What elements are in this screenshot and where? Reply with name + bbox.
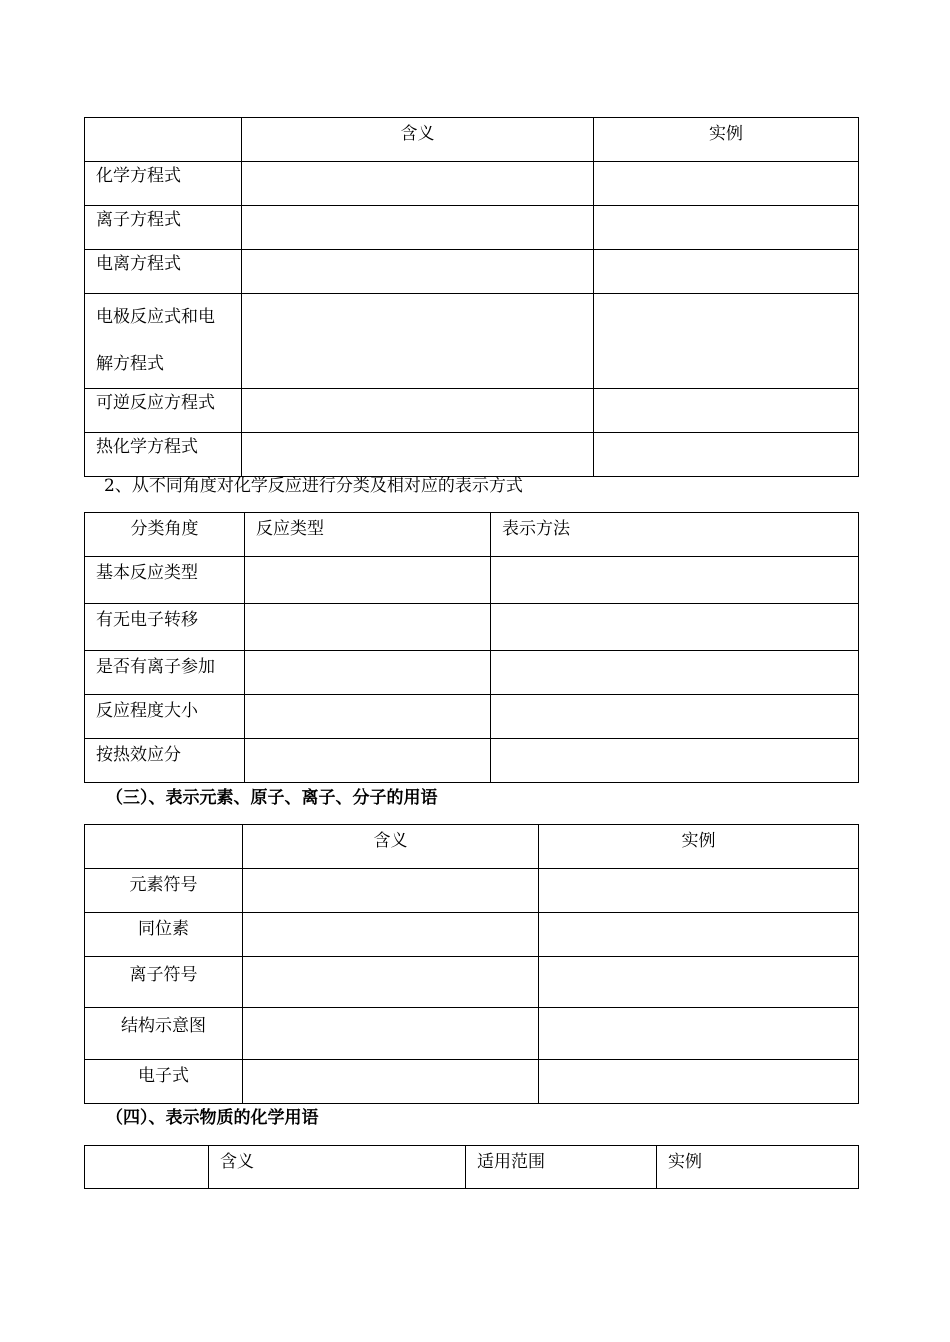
row-label: 离子符号 [85,957,243,1008]
input-cell[interactable] [491,604,859,651]
row-label: 离子方程式 [85,206,242,250]
input-cell[interactable] [594,389,859,433]
input-cell[interactable] [594,433,859,477]
header-cell-angle: 分类角度 [85,513,245,557]
input-cell[interactable] [245,557,491,604]
table-row [85,1060,859,1104]
reaction-classification-table [84,512,859,783]
table-row [85,957,859,1008]
input-cell[interactable] [243,869,539,913]
input-cell[interactable] [491,739,859,783]
table-row [85,206,859,250]
element-terms-table [84,824,859,1104]
table-row [85,739,859,783]
table-header-row [85,513,859,557]
table-row [85,433,859,477]
input-cell[interactable] [245,604,491,651]
row-label-line1: 电极反应式和电 [96,307,215,327]
input-cell[interactable] [594,162,859,206]
row-label-line2: 解方程式 [96,354,164,374]
input-cell[interactable] [242,294,594,389]
input-cell[interactable] [245,739,491,783]
input-cell[interactable] [594,250,859,294]
input-cell[interactable] [594,206,859,250]
header-cell-type: 反应类型 [245,513,491,557]
table-row [85,695,859,739]
row-label: 化学方程式 [85,162,242,206]
input-cell[interactable] [243,957,539,1008]
input-cell[interactable] [539,1008,859,1060]
row-label: 元素符号 [85,869,243,913]
table-row [85,162,859,206]
row-label: 电离方程式 [85,250,242,294]
header-cell-meaning: 含义 [242,118,594,162]
input-cell[interactable] [243,913,539,957]
row-label: 是否有离子参加 [85,651,245,695]
chemical-equation-table [84,117,859,477]
header-cell-method: 表示方法 [491,513,859,557]
input-cell[interactable] [242,389,594,433]
section-caption-3: （三）、表示元素、原子、离子、分子的用语 [106,788,438,808]
row-label: 电子式 [85,1060,243,1104]
input-cell[interactable] [245,695,491,739]
header-cell-example: 实例 [539,825,859,869]
input-cell[interactable] [242,433,594,477]
table-row [85,1008,859,1060]
input-cell[interactable] [491,557,859,604]
table-row [85,557,859,604]
table-row [85,604,859,651]
substance-terms-table [84,1145,859,1189]
table-row [85,869,859,913]
input-cell[interactable] [539,957,859,1008]
input-cell[interactable] [242,162,594,206]
input-cell[interactable] [539,1060,859,1104]
table-row [85,389,859,433]
table-row [85,294,859,389]
header-cell-empty [85,1146,209,1189]
input-cell[interactable] [243,1060,539,1104]
input-cell[interactable] [245,651,491,695]
row-label: 热化学方程式 [85,433,242,477]
table-row [85,651,859,695]
header-cell-empty [85,118,242,162]
input-cell[interactable] [243,1008,539,1060]
input-cell[interactable] [539,869,859,913]
row-label: 同位素 [85,913,243,957]
input-cell[interactable] [242,250,594,294]
table-row [85,250,859,294]
header-cell-example: 实例 [657,1146,859,1189]
section-caption-4: （四）、表示物质的化学用语 [106,1108,319,1128]
row-label: 结构示意图 [85,1008,243,1060]
table-header-row [85,118,859,162]
row-label-multiline [85,294,242,389]
header-cell-example: 实例 [594,118,859,162]
header-cell-meaning: 含义 [209,1146,466,1189]
table-header-row [85,825,859,869]
row-label: 有无电子转移 [85,604,245,651]
input-cell[interactable] [491,651,859,695]
input-cell[interactable] [539,913,859,957]
section-caption-2: 2、从不同角度对化学反应进行分类及相对应的表示方式 [104,476,523,496]
table-row [85,913,859,957]
header-cell-empty [85,825,243,869]
row-label: 基本反应类型 [85,557,245,604]
input-cell[interactable] [491,695,859,739]
input-cell[interactable] [242,206,594,250]
table-header-row [85,1146,859,1189]
row-label: 按热效应分 [85,739,245,783]
header-cell-meaning: 含义 [243,825,539,869]
input-cell[interactable] [594,294,859,389]
header-cell-scope: 适用范围 [466,1146,657,1189]
row-label: 可逆反应方程式 [85,389,242,433]
row-label: 反应程度大小 [85,695,245,739]
